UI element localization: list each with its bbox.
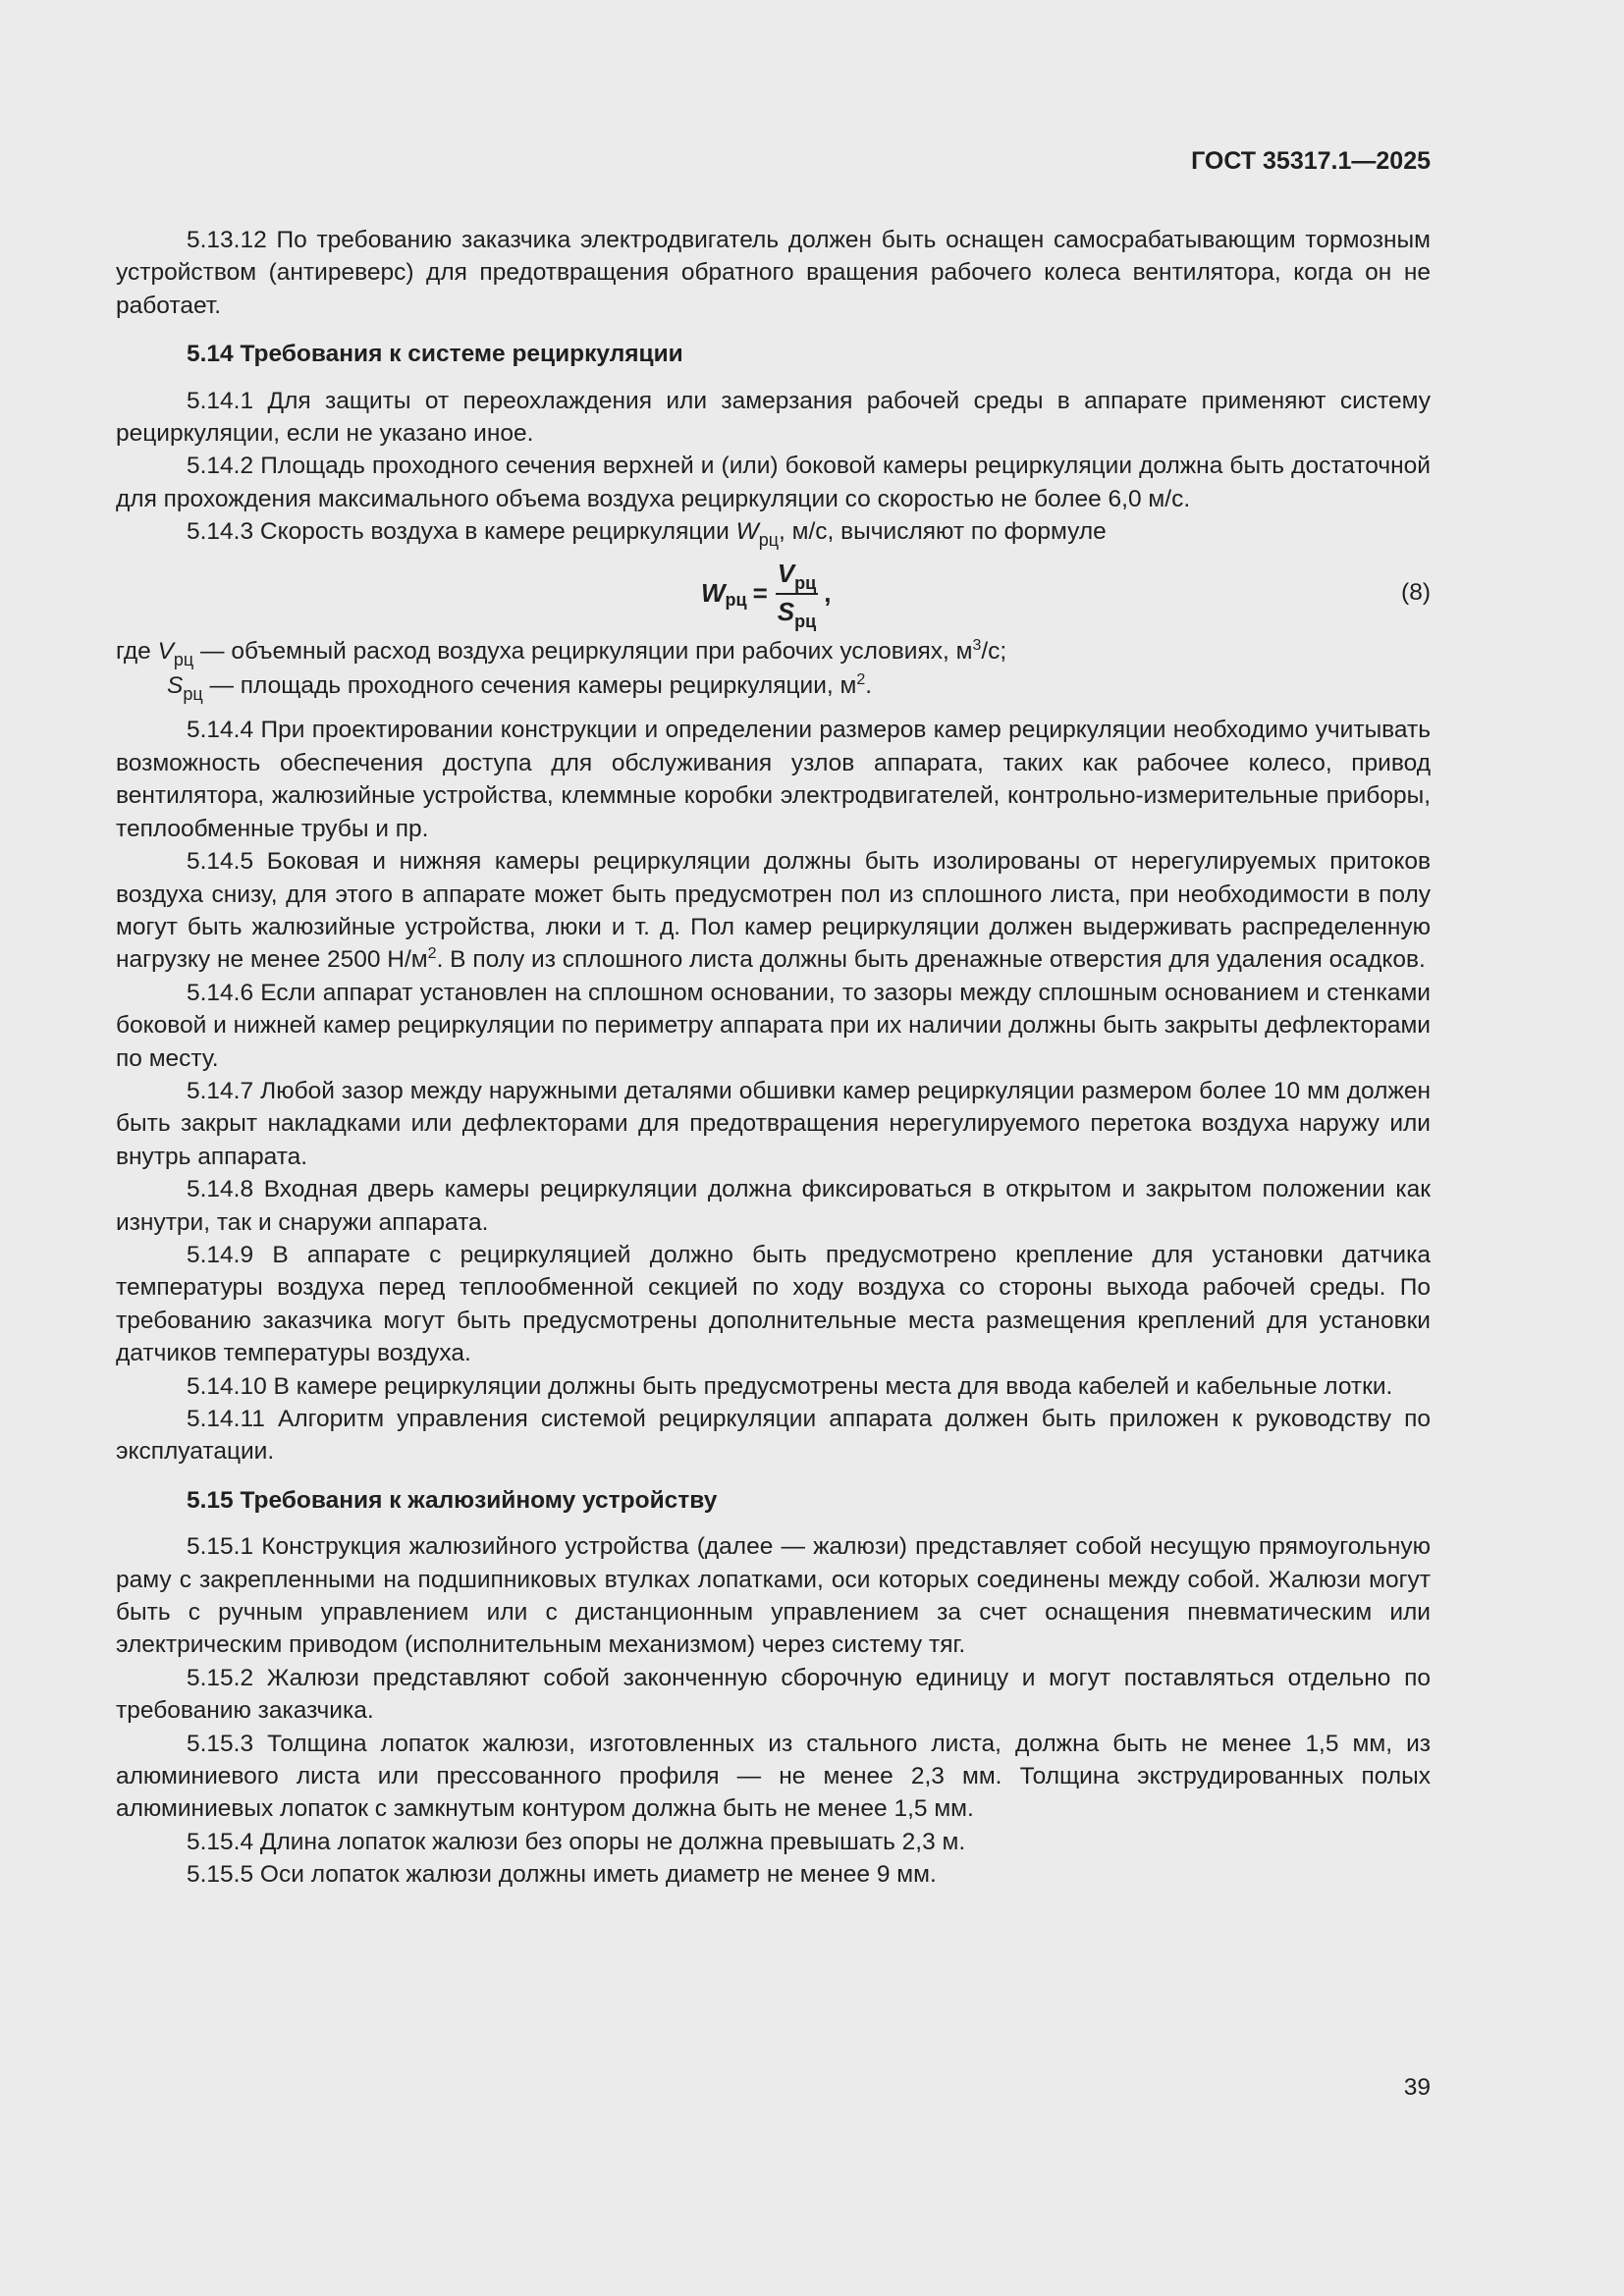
paragraph-5-14-5-text: 5.14.5 Боковая и нижняя камеры рециркуляции должны быть изолированы от нерегулируемых притоков воздуха снизу, для этого в аппарате может быть предусмотрен пол из сплошного листа, при необходимости в полу могут быть жалюзийные устройства, люки и т. д. Пол камер рециркуляции должен выдерживать распределенную нагрузку не менее 2500 Н/м bbox=[116, 848, 1431, 974]
formula-8 bbox=[116, 555, 1431, 631]
formula-lhs-sub: рц bbox=[725, 589, 747, 610]
paragraph-5-14-3 bbox=[116, 515, 1431, 550]
paragraph-5-14-11: 5.14.11 Алгоритм управления системой рециркуляции аппарата должен быть приложен к руководству по эксплуатации. bbox=[116, 1406, 1431, 1466]
standard-header: ГОСТ 35317.1—2025 bbox=[1191, 147, 1431, 175]
legend-s-var: S bbox=[167, 672, 184, 700]
legend-s-sub: рц bbox=[183, 684, 203, 705]
formula-comma: , bbox=[824, 577, 832, 608]
legend-v-sub: рц bbox=[173, 649, 194, 669]
paragraph-5-14-3-tail: , м/с, вычисляют по формуле bbox=[779, 518, 1107, 546]
velocity-variable: W bbox=[735, 518, 759, 546]
formula-num-sub: рц bbox=[794, 572, 817, 593]
legend-s-text: — площадь проходного сечения камеры рециркуляции, м bbox=[202, 672, 857, 700]
formula-fraction bbox=[776, 559, 818, 629]
formula-den-var: S bbox=[777, 596, 795, 626]
paragraph-5-14-2: 5.14.2 Площадь проходного сечения верхней и (или) боковой камеры рециркуляции должна быть достаточной для прохождения максимального объема воздуха рециркуляции со скоростью не более 6,0 м/с. bbox=[116, 453, 1431, 512]
legend-s-tail: . bbox=[865, 672, 873, 700]
paragraph-5-14-1: 5.14.1 Для защиты от переохлаждения или замерзания рабочей среды в аппарате применяют систему рециркуляции, если не указано иное. bbox=[116, 387, 1431, 448]
section-heading-5-15: 5.15 Требования к жалюзийному устройству bbox=[187, 1486, 718, 1514]
paragraph-5-14-10: 5.14.10 В камере рециркуляции должны быть предусмотрены места для ввода кабелей и кабельные лотки. bbox=[187, 1372, 1393, 1400]
formula-lhs-var: W bbox=[701, 577, 726, 608]
legend-lead: где bbox=[116, 637, 158, 665]
paragraph-5-14-6: 5.14.6 Если аппарат установлен на сплошном основании, то зазоры между сплошным основанием и стенками боковой и нижней камер рециркуляции по периметру аппарата при их наличии должны быть закрыты дефлекторами по месту. bbox=[116, 979, 1431, 1072]
formula-number: (8) bbox=[1401, 578, 1431, 606]
document-body bbox=[116, 224, 1431, 1892]
paragraph-5-14-5-sup: 2 bbox=[427, 945, 437, 963]
page-number: 39 bbox=[1403, 2074, 1431, 2101]
paragraph-5-15-4: 5.15.4 Длина лопаток жалюзи без опоры не должна превышать 2,3 м. bbox=[187, 1828, 966, 1855]
formula-legend bbox=[116, 635, 1431, 705]
section-heading-5-14: 5.14 Требования к системе рециркуляции bbox=[187, 341, 683, 368]
paragraph-5-15-1: 5.15.1 Конструкция жалюзийного устройства (далее — жалюзи) представляет собой несущую прямоугольную раму с закрепленными на подшипниковых втулках лопатками, оси которых соединены между собой. Жалюзи могут быть с ручным управлением или с дистанционным управлением за счет оснащения пневматическим или электрическим приводом (исполнительным механизмом) через систему тяг. bbox=[116, 1533, 1431, 1659]
paragraph-5-13-12: 5.13.12 По требованию заказчика электродвигатель должен быть оснащен самосрабатывающим тормозным устройством (антиреверс) для предотвращения обратного вращения рабочего колеса вентилятора, когда он не работает. bbox=[116, 227, 1431, 319]
paragraph-5-14-7: 5.14.7 Любой зазор между наружными деталями обшивки камер рециркуляции размером более 10 мм должен быть закрыт накладками или дефлекторами для предотвращения нерегулируемого перетока воздуха наружу или внутрь аппарата. bbox=[116, 1077, 1431, 1170]
paragraph-5-15-5: 5.15.5 Оси лопаток жалюзи должны иметь диаметр не менее 9 мм. bbox=[187, 1861, 937, 1889]
paragraph-5-14-3-text: 5.14.3 Скорость воздуха в камере рециркуляции bbox=[187, 518, 736, 546]
paragraph-5-15-2: 5.15.2 Жалюзи представляют собой законченную сборочную единицу и могут поставляться отдельно по требованию заказчика. bbox=[116, 1664, 1431, 1725]
formula-expression bbox=[701, 559, 831, 629]
legend-s bbox=[116, 669, 1431, 704]
legend-v-tail: /с; bbox=[981, 637, 1007, 665]
legend-v-sup: 3 bbox=[972, 636, 982, 654]
legend-v-var: V bbox=[157, 637, 174, 665]
paragraph-5-14-5-tail: . В полу из сплошного листа должны быть дренажные отверстия для удаления осадков. bbox=[436, 946, 1426, 974]
paragraph-5-14-9: 5.14.9 В аппарате с рециркуляцией должно быть предусмотрено крепление для установки датчика температуры воздуха перед теплообменной секцией по ходу воздуха со стороны выхода рабочей среды. По требованию заказчика могут быть предусмотрены дополнительные места размещения креплений для установки датчиков температуры воздуха. bbox=[116, 1241, 1431, 1367]
paragraph-5-14-8: 5.14.8 Входная дверь камеры рециркуляции должна фиксироваться в открытом и закрытом положении как изнутри, так и снаружи аппарата. bbox=[116, 1176, 1431, 1236]
velocity-subscript: рц bbox=[758, 530, 780, 551]
legend-v-text: — объемный расход воздуха рециркуляции при рабочих условиях, м bbox=[193, 637, 973, 665]
formula-equals: = bbox=[752, 577, 768, 608]
legend-v bbox=[116, 635, 1431, 669]
paragraph-5-14-4: 5.14.4 При проектировании конструкции и определении размеров камер рециркуляции необходимо учитывать возможность обеспечения доступа для обслуживания узлов аппарата, таких как рабочее колесо, привод вентилятора, жалюзийные устройства, клеммные коробки электродвигателей, контрольно-измерительные приборы, теплообменные трубы и пр. bbox=[116, 717, 1431, 842]
formula-num-var: V bbox=[777, 558, 795, 588]
paragraph-5-14-5 bbox=[116, 845, 1431, 977]
paragraph-5-15-3: 5.15.3 Толщина лопаток жалюзи, изготовленных из стального листа, должна быть не менее 1,5 мм, из алюминиевого листа или прессованного профиля — не менее 2,3 мм. Толщина экструдированных полых алюминиевых лопаток с замкнутым контуром должна быть не менее 1,5 мм. bbox=[116, 1730, 1431, 1823]
formula-numerator bbox=[776, 559, 818, 595]
legend-s-sup: 2 bbox=[856, 670, 866, 688]
formula-denominator bbox=[776, 595, 818, 629]
formula-den-sub: рц bbox=[794, 611, 817, 631]
